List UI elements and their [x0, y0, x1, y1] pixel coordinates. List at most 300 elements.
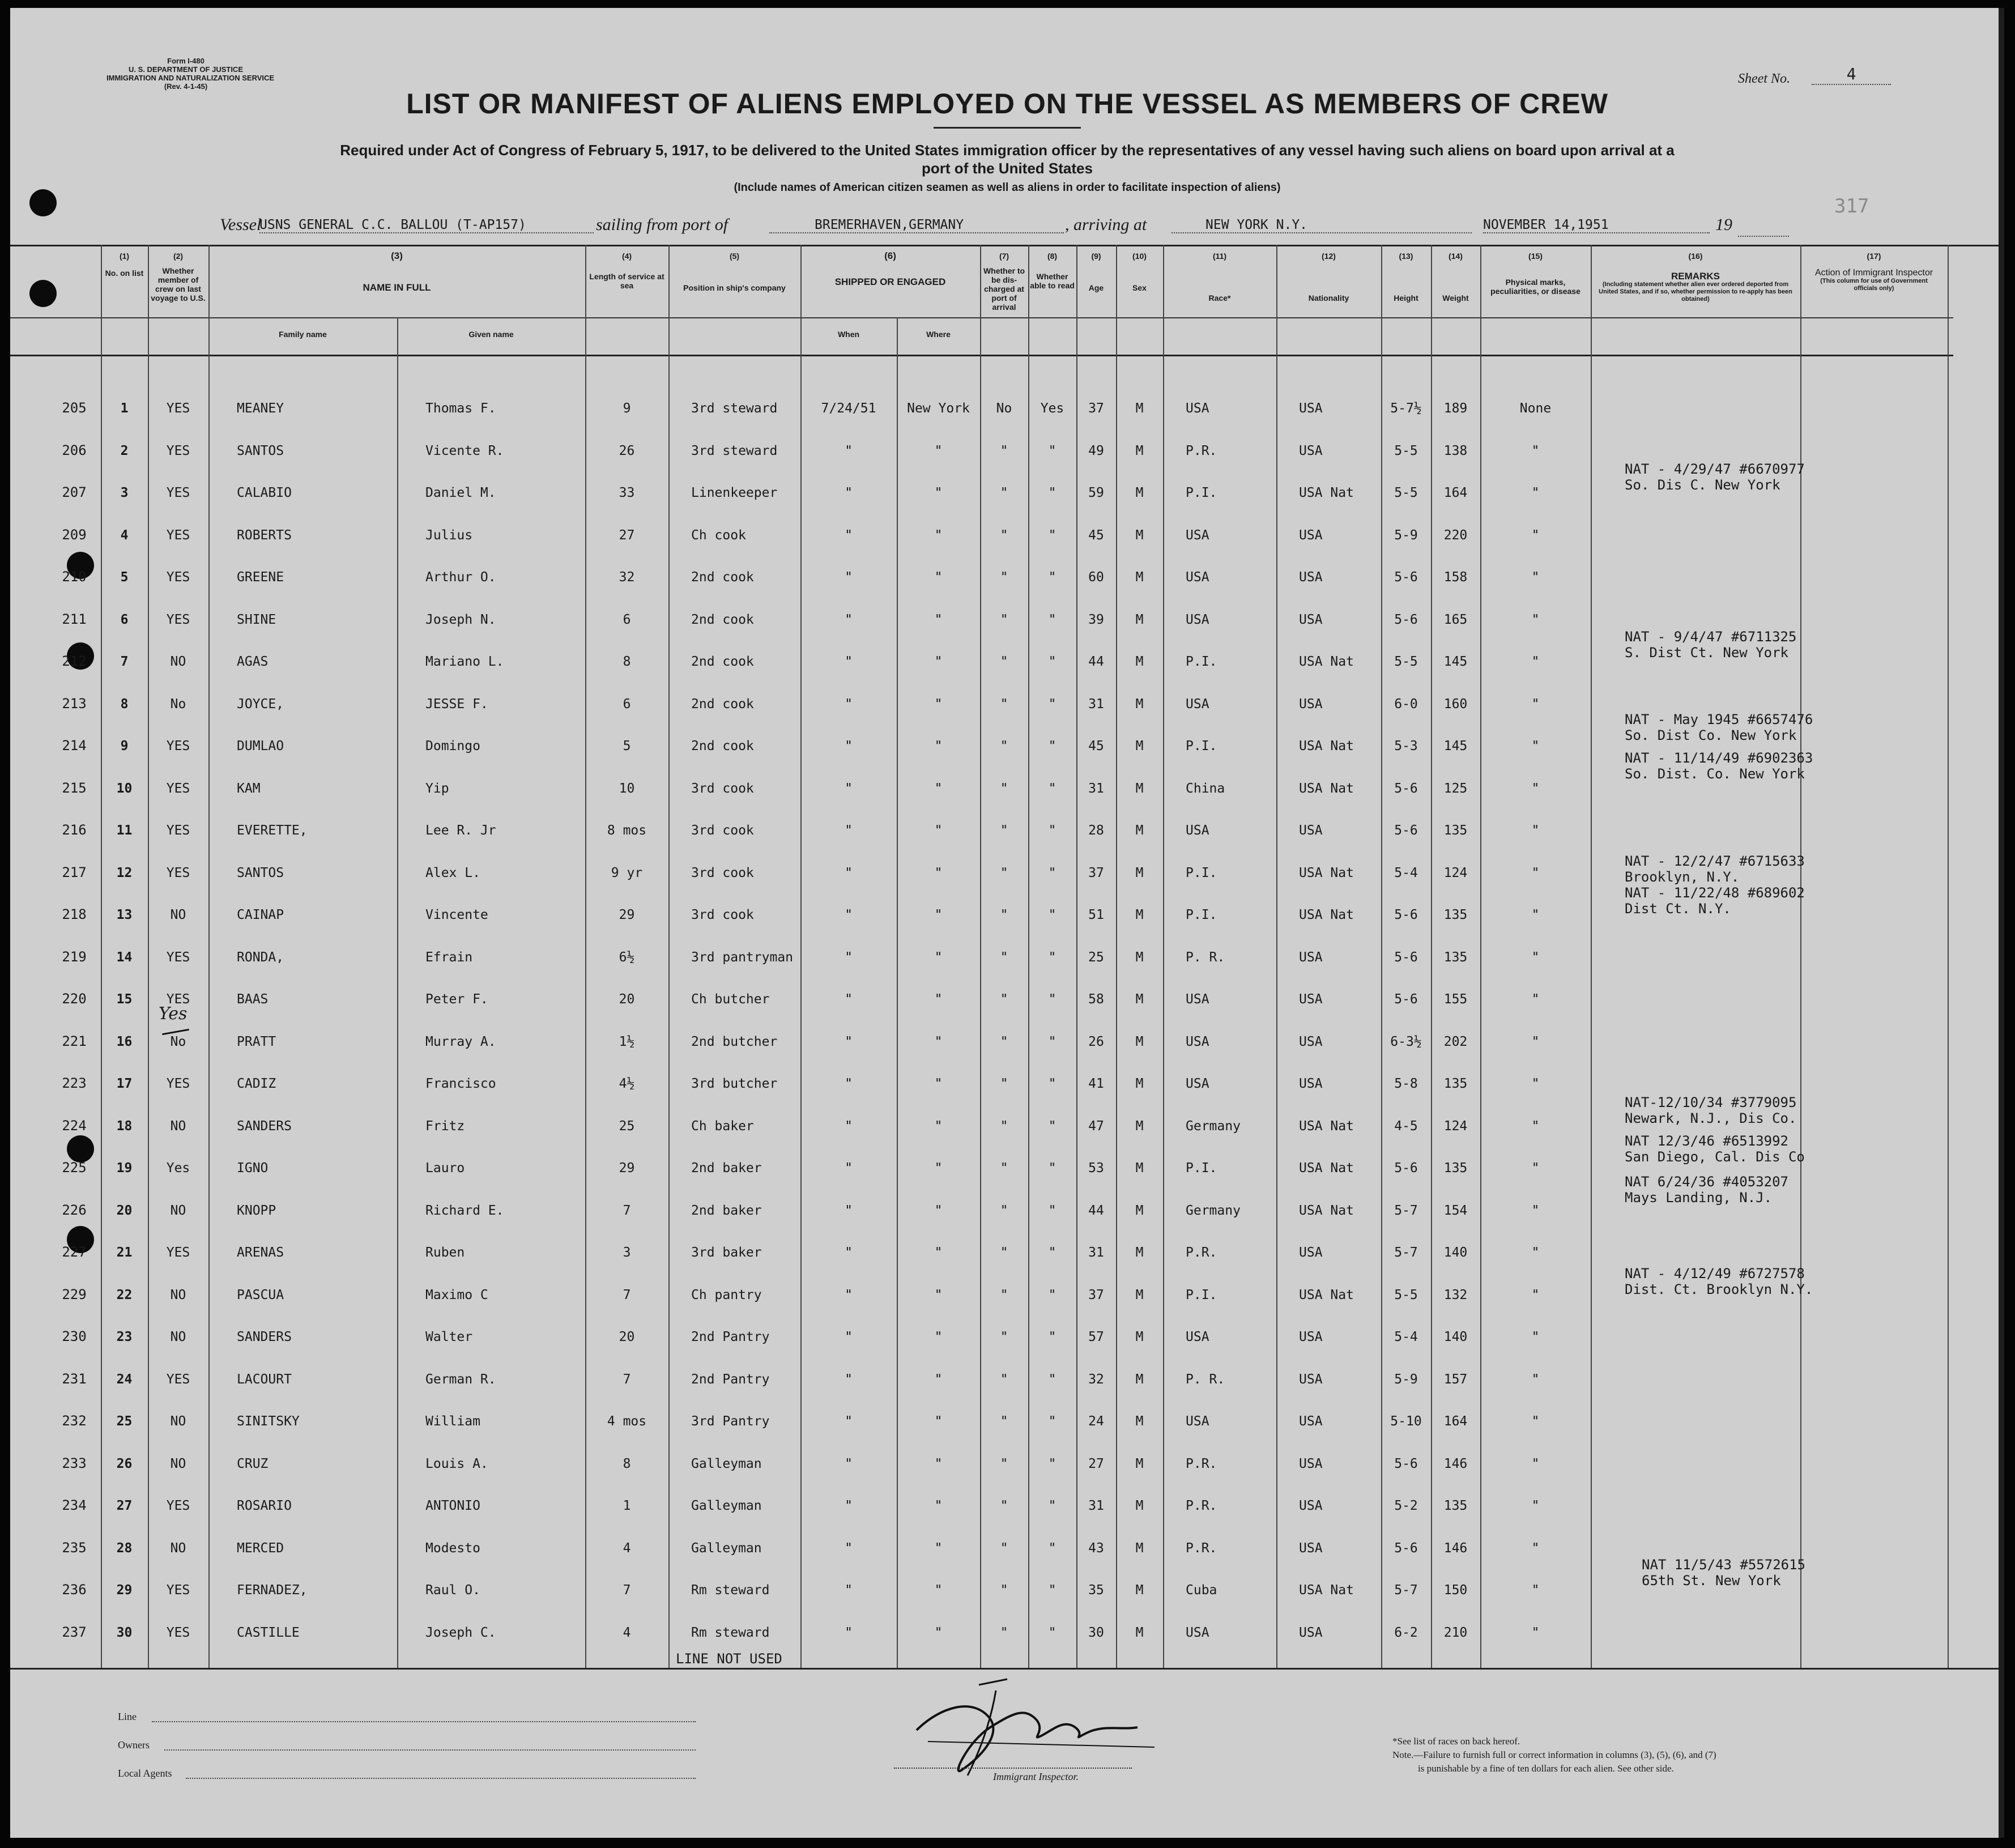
discharge-cell: ": [1000, 1498, 1008, 1514]
given-name-cell: Lauro: [425, 1161, 465, 1176]
position-cell: 2nd cook: [691, 696, 754, 712]
nationality-cell: USA Nat: [1299, 654, 1354, 670]
nationality-cell: USA Nat: [1299, 486, 1354, 501]
col-number-11: (11): [1212, 252, 1227, 261]
sex-cell: M: [1135, 1625, 1144, 1640]
nationality-cell: USA Nat: [1299, 1118, 1354, 1134]
age-cell: 44: [1088, 654, 1104, 670]
able-to-read-cell: ": [1048, 654, 1057, 670]
col-header-height: [1381, 252, 1431, 303]
list-number-cell: 30: [116, 1625, 133, 1640]
crew-last-voyage-cell: NO: [170, 1287, 186, 1302]
sex-cell: M: [1135, 1498, 1144, 1514]
shipped-when-cell: ": [845, 654, 853, 670]
family-name-cell: ARENAS: [237, 1245, 284, 1261]
given-name-cell: Richard E.: [425, 1203, 504, 1218]
list-number-cell: 22: [116, 1287, 133, 1302]
height-cell: 5-6: [1394, 1456, 1418, 1471]
position-cell: 2nd Pantry: [691, 1330, 770, 1345]
given-name-cell: Fritz: [425, 1118, 465, 1134]
family-name-cell: GREENE: [237, 570, 284, 585]
shipped-when-cell: ": [845, 443, 853, 458]
physical-marks-cell: ": [1531, 486, 1540, 501]
position-cell: Ch butcher: [691, 992, 770, 1007]
family-name-cell: KAM: [237, 781, 261, 796]
given-name-cell: Vicente R.: [425, 443, 504, 458]
nationality-cell: USA Nat: [1299, 781, 1354, 796]
nationality-cell: USA Nat: [1299, 865, 1354, 880]
physical-marks-cell: ": [1531, 654, 1540, 670]
crew-last-voyage-cell: YES: [166, 1076, 190, 1092]
crew-last-voyage-cell: YES: [166, 486, 190, 501]
physical-marks-cell: ": [1531, 992, 1540, 1007]
list-number-cell: 18: [116, 1118, 133, 1134]
able-to-read-cell: ": [1048, 1456, 1057, 1471]
height-cell: 5-6: [1394, 823, 1418, 838]
physical-marks-cell: ": [1531, 1625, 1540, 1640]
race-cell: USA: [1186, 527, 1209, 543]
able-to-read-cell: ": [1048, 570, 1057, 585]
inspector-signature-line: [894, 1768, 1132, 1769]
race-cell: USA: [1186, 696, 1209, 712]
crew-last-voyage-cell: YES: [166, 527, 190, 543]
given-name-cell: Peter F.: [425, 992, 488, 1007]
physical-marks-cell: ": [1531, 908, 1540, 923]
crew-last-voyage-cell: YES: [166, 612, 190, 627]
race-cell: P.R.: [1186, 443, 1217, 458]
nationality-cell: USA: [1299, 696, 1323, 712]
height-cell: 5-5: [1394, 443, 1418, 458]
weight-cell: 202: [1443, 1034, 1468, 1049]
row-reference-number: 236: [62, 1582, 87, 1598]
nationality-cell: USA: [1299, 992, 1323, 1007]
nationality-cell: USA: [1299, 949, 1323, 965]
sex-cell: M: [1135, 486, 1144, 501]
crew-last-voyage-cell: NO: [170, 1456, 186, 1471]
shipped-when-cell: 7/24/51: [821, 401, 876, 416]
nationality-cell: USA Nat: [1299, 1583, 1354, 1598]
discharge-cell: ": [1000, 1330, 1008, 1345]
col-header-age: [1076, 252, 1116, 292]
family-name-cell: SANDERS: [237, 1330, 292, 1345]
col-number-12: (12): [1322, 252, 1336, 261]
position-cell: Ch cook: [691, 527, 746, 543]
given-name-cell: Ruben: [425, 1245, 465, 1261]
physical-marks-cell: ": [1531, 1498, 1540, 1514]
physical-marks-cell: ": [1531, 1203, 1540, 1218]
position-cell: Galleyman: [691, 1540, 762, 1556]
able-to-read-cell: ": [1048, 1034, 1057, 1049]
physical-marks-cell: ": [1531, 443, 1540, 458]
list-number-cell: 19: [116, 1161, 133, 1176]
shipped-where-cell: ": [934, 1034, 943, 1049]
height-cell: 5-6: [1394, 908, 1418, 923]
service-length-cell: 5: [623, 739, 631, 754]
family-name-cell: JOYCE,: [237, 696, 284, 712]
service-length-cell: 32: [619, 570, 635, 585]
nationality-cell: USA: [1299, 1076, 1323, 1092]
shipped-subheader-line: [800, 317, 990, 318]
height-cell: 5-6: [1394, 570, 1418, 585]
service-length-cell: 10: [619, 781, 635, 796]
col-number-7: (7): [999, 252, 1009, 261]
weight-cell: 155: [1443, 992, 1468, 1007]
weight-cell: 135: [1443, 823, 1468, 838]
age-cell: 49: [1088, 443, 1104, 458]
column-rule: [1948, 245, 1949, 1668]
race-cell: China: [1186, 781, 1225, 796]
weight-cell: 145: [1443, 654, 1468, 670]
row-reference-number: 219: [62, 948, 87, 965]
family-name-cell: SANTOS: [237, 443, 284, 458]
family-name-cell: PASCUA: [237, 1287, 284, 1302]
subtitle-line-2: port of the United States: [922, 160, 1093, 177]
position-cell: 3rd steward: [691, 401, 778, 416]
table-row: [101, 599, 1591, 641]
family-name-cell: MERCED: [237, 1540, 284, 1556]
table-row: [101, 1316, 1591, 1359]
row-reference-number: 226: [62, 1202, 87, 1218]
nationality-cell: USA: [1299, 570, 1323, 585]
table-row: [101, 1400, 1591, 1443]
shipped-where-cell: ": [934, 908, 943, 923]
sailing-port-field: BREMERHAVEN,GERMANY: [769, 218, 1064, 233]
table-row: [101, 1105, 1591, 1148]
age-cell: 41: [1088, 1076, 1104, 1092]
sex-cell: M: [1135, 1372, 1144, 1387]
shipped-when-cell: ": [845, 1583, 853, 1598]
column-rule: [1591, 245, 1592, 1668]
table-row: [101, 1232, 1591, 1274]
shipped-when-cell: ": [845, 865, 853, 880]
height-cell: 5-8: [1394, 1076, 1418, 1092]
service-length-cell: 7: [623, 1287, 631, 1302]
shipped-where-cell: ": [934, 654, 943, 670]
sex-cell: M: [1135, 1583, 1144, 1598]
penalty-note-2: is punishable by a fine of ten dollars for each alien. See other side.: [1418, 1763, 1674, 1774]
discharge-cell: ": [1000, 570, 1008, 585]
discharge-cell: ": [1000, 696, 1008, 712]
service-length-cell: 9 yr: [611, 865, 643, 880]
sex-cell: M: [1135, 1414, 1144, 1429]
remark-row-3: NAT - 4/29/47 #6670977 So. Dis C. New York: [1625, 461, 1805, 493]
position-cell: 3rd cook: [691, 823, 754, 838]
height-cell: 5-6: [1394, 1540, 1418, 1556]
shipped-where-cell: ": [934, 486, 943, 501]
able-to-read-cell: ": [1048, 1118, 1057, 1134]
discharge-cell: ": [1000, 1540, 1008, 1556]
row-reference-number: 220: [62, 991, 87, 1007]
weight-cell: 135: [1443, 908, 1468, 923]
shipped-when-cell: ": [845, 1498, 853, 1514]
discharge-cell: ": [1000, 443, 1008, 458]
inspector-signature: [894, 1674, 1166, 1781]
shipped-where-cell: ": [934, 865, 943, 880]
sex-cell: M: [1135, 527, 1144, 543]
col-header-action: [1800, 252, 1948, 292]
family-name-cell: BAAS: [237, 992, 269, 1007]
col-title-3: NAME IN FULL: [363, 282, 431, 293]
given-name-cell: Daniel M.: [425, 486, 496, 501]
service-length-cell: 29: [619, 1161, 635, 1176]
race-cell: P.R.: [1186, 1456, 1217, 1471]
service-length-cell: 6: [623, 612, 631, 627]
col-number-15: (15): [1528, 252, 1543, 261]
given-name-cell: William: [425, 1414, 480, 1429]
given-name-cell: ANTONIO: [425, 1498, 480, 1514]
subtitle-line-1: Required under Act of Congress of February 5, 1917, to be delivered to the United States immigration officer by the representatives of any vessel having such aliens on board upon arrival at a: [340, 142, 1675, 159]
able-to-read-cell: ": [1048, 865, 1057, 880]
local-agents-field: [186, 1764, 696, 1779]
row-reference-number: 206: [62, 442, 87, 458]
crew-last-voyage-cell: NO: [170, 1540, 186, 1556]
service-length-cell: 8: [623, 654, 631, 670]
position-cell: 2nd cook: [691, 570, 754, 585]
able-to-read-cell: ": [1048, 1330, 1057, 1345]
crew-last-voyage-cell: YES: [166, 401, 190, 416]
list-number-cell: 26: [116, 1456, 133, 1471]
family-name-cell: SHINE: [237, 612, 276, 627]
physical-marks-cell: ": [1531, 1583, 1540, 1598]
age-cell: 37: [1088, 1287, 1104, 1302]
given-name-cell: Francisco: [425, 1076, 496, 1092]
crew-last-voyage-cell: YES: [166, 1625, 190, 1640]
col-title-4: Length of service at sea: [589, 272, 664, 290]
row-reference-number: 231: [62, 1370, 87, 1387]
row-reference-number: 223: [62, 1075, 87, 1091]
shipped-where-cell: ": [934, 992, 943, 1007]
race-cell: Germany: [1186, 1118, 1241, 1134]
crew-last-voyage-cell: NO: [170, 654, 186, 670]
weight-cell: 138: [1443, 443, 1468, 458]
position-cell: 2nd cook: [691, 654, 754, 670]
height-cell: 5-5: [1394, 1287, 1418, 1302]
list-number-cell: 16: [116, 1034, 133, 1049]
sailing-label: sailing from port of: [596, 215, 729, 234]
shipped-where-cell: ": [934, 1456, 943, 1471]
given-name-cell: German R.: [425, 1372, 496, 1387]
service-length-cell: 20: [619, 1330, 635, 1345]
given-name-cell: Yip: [425, 781, 449, 796]
age-cell: 37: [1088, 401, 1104, 416]
able-to-read-cell: ": [1048, 612, 1057, 627]
remark-row-19: NAT 12/3/46 #6513992 San Diego, Cal. Dis Co: [1625, 1133, 1805, 1165]
race-cell: P.I.: [1186, 908, 1217, 923]
crew-last-voyage-cell: YES: [166, 823, 190, 838]
service-name: IMMIGRATION AND NATURALIZATION SERVICE: [106, 74, 275, 82]
height-cell: 5-2: [1394, 1498, 1418, 1514]
height-cell: 5-3: [1394, 739, 1418, 754]
shipped-when-cell: ": [845, 1161, 853, 1176]
col-number-13: (13): [1399, 252, 1413, 261]
col-number-2: (2): [173, 252, 184, 261]
row-reference-number: 224: [62, 1117, 87, 1134]
list-number-cell: 2: [120, 443, 129, 458]
discharge-cell: ": [1000, 908, 1008, 923]
row-reference-number: 215: [62, 780, 87, 796]
shipped-where-cell: ": [934, 696, 943, 712]
age-cell: 45: [1088, 739, 1104, 754]
arrival-date-field: NOVEMBER 14,1951: [1483, 218, 1710, 233]
position-cell: Galleyman: [691, 1456, 762, 1471]
position-cell: 2nd butcher: [691, 1034, 778, 1049]
race-cell: P.I.: [1186, 739, 1217, 754]
sex-cell: M: [1135, 781, 1144, 796]
physical-marks-cell: ": [1531, 1330, 1540, 1345]
table-row: [101, 1147, 1591, 1190]
race-cell: USA: [1186, 401, 1209, 416]
family-name-cell: CALABIO: [237, 486, 292, 501]
age-cell: 24: [1088, 1414, 1104, 1429]
race-cell: P.I.: [1186, 865, 1217, 880]
family-name-cell: IGNO: [237, 1161, 269, 1176]
shipped-when-cell: ": [845, 992, 853, 1007]
list-number-cell: 14: [116, 949, 133, 965]
col-header-sex: [1116, 252, 1163, 292]
shipped-when-cell: ": [845, 1540, 853, 1556]
physical-marks-cell: ": [1531, 781, 1540, 796]
service-length-cell: 6½: [619, 949, 635, 965]
discharge-cell: No: [996, 401, 1012, 416]
table-row: [101, 430, 1591, 472]
service-length-cell: 29: [619, 908, 635, 923]
service-length-cell: 1: [623, 1498, 631, 1514]
discharge-cell: ": [1000, 865, 1008, 880]
arriving-label: , arriving at: [1065, 215, 1147, 234]
age-cell: 31: [1088, 1498, 1104, 1514]
weight-cell: 165: [1443, 612, 1468, 627]
vessel-label: Vessel: [220, 215, 262, 234]
table-row: [101, 1021, 1591, 1063]
table-row: [101, 1190, 1591, 1232]
list-number-cell: 15: [116, 992, 133, 1007]
remark-row-20: NAT 6/24/36 #4053207 Mays Landing, N.J.: [1625, 1174, 1788, 1206]
weight-cell: 164: [1443, 486, 1468, 501]
nationality-cell: USA: [1299, 443, 1323, 458]
punch-hole: [67, 1135, 94, 1163]
age-cell: 44: [1088, 1203, 1104, 1218]
list-number-cell: 20: [116, 1203, 133, 1218]
races-note: *See list of races on back hereof.: [1392, 1736, 1520, 1747]
shipped-where-cell: ": [934, 1540, 943, 1556]
col-number-14: (14): [1449, 252, 1463, 261]
service-length-cell: 8: [623, 1456, 631, 1471]
age-cell: 43: [1088, 1540, 1104, 1556]
physical-marks-cell: None: [1519, 401, 1552, 416]
physical-marks-cell: ": [1531, 1540, 1540, 1556]
age-cell: 31: [1088, 781, 1104, 796]
height-cell: 5-5: [1394, 486, 1418, 501]
given-name-cell: Maximo C: [425, 1287, 488, 1302]
position-cell: 3rd cook: [691, 781, 754, 796]
sex-cell: M: [1135, 1330, 1144, 1345]
list-number-cell: 8: [120, 696, 129, 712]
able-to-read-cell: ": [1048, 443, 1057, 458]
table-row: [101, 1274, 1591, 1317]
weight-cell: 140: [1443, 1330, 1468, 1345]
col-title-13: Height: [1394, 293, 1418, 303]
col-title-16: REMARKS: [1671, 271, 1720, 282]
shipped-where-cell: ": [934, 1372, 943, 1387]
age-cell: 58: [1088, 992, 1104, 1007]
sex-cell: M: [1135, 992, 1144, 1007]
age-cell: 53: [1088, 1161, 1104, 1176]
discharge-cell: ": [1000, 1203, 1008, 1218]
crew-last-voyage-cell: YES: [166, 781, 190, 796]
age-cell: 25: [1088, 949, 1104, 965]
col-title-5: Position in ship's company: [683, 283, 786, 292]
remark-row-18: NAT-12/10/34 #3779095 Newark, N.J., Dis Co.: [1625, 1095, 1797, 1126]
service-length-cell: 1½: [619, 1034, 635, 1049]
family-name-cell: DUMLAO: [237, 739, 284, 754]
height-cell: 5-6: [1394, 781, 1418, 796]
position-cell: 2nd cook: [691, 612, 754, 627]
table-row: [101, 936, 1591, 979]
remark-row-13: NAT - 11/22/48 #689602 Dist Ct. N.Y.: [1625, 885, 1805, 917]
given-name-cell: Raul O.: [425, 1583, 480, 1598]
discharge-cell: ": [1000, 1583, 1008, 1598]
family-name-cell: ROBERTS: [237, 527, 292, 543]
page-title: LIST OR MANIFEST OF ALIENS EMPLOYED ON THE VESSEL AS MEMBERS OF CREW: [406, 88, 1608, 120]
crew-last-voyage-cell: YES: [166, 1372, 190, 1387]
row-reference-number: 207: [62, 484, 87, 500]
col-header-service: [585, 252, 668, 290]
row-reference-number: 205: [62, 400, 87, 416]
col-header-nationality: [1276, 252, 1381, 303]
race-cell: USA: [1186, 1076, 1209, 1092]
weight-cell: 158: [1443, 570, 1468, 585]
weight-cell: 140: [1443, 1245, 1468, 1261]
service-length-cell: 4: [623, 1540, 631, 1556]
nationality-cell: USA Nat: [1299, 739, 1354, 754]
revision-date: (Rev. 4-1-45): [164, 82, 208, 91]
crew-last-voyage-cell: YES: [166, 739, 190, 754]
race-cell: P.I.: [1186, 1287, 1217, 1302]
crew-last-voyage-cell: YES: [166, 992, 190, 1007]
list-number-cell: 23: [116, 1330, 133, 1345]
able-to-read-cell: ": [1048, 949, 1057, 965]
able-to-read-cell: Yes: [1040, 401, 1064, 416]
age-cell: 31: [1088, 1245, 1104, 1261]
list-number-cell: 25: [116, 1414, 133, 1429]
action-note: (This column for use of Government officials only): [1820, 278, 1928, 292]
height-cell: 5-6: [1394, 992, 1418, 1007]
position-cell: 2nd baker: [691, 1203, 762, 1218]
column-rule: [1800, 245, 1801, 1668]
table-row: [101, 1063, 1591, 1105]
shipped-when-cell: ": [845, 612, 853, 627]
list-number-cell: 1: [120, 401, 129, 416]
discharge-cell: ": [1000, 992, 1008, 1007]
physical-marks-cell: ": [1531, 1076, 1540, 1092]
service-length-cell: 7: [623, 1372, 631, 1387]
table-row: [101, 641, 1591, 683]
row-reference-number: 217: [62, 864, 87, 880]
row-reference-number: 229: [62, 1286, 87, 1302]
able-to-read-cell: ": [1048, 1414, 1057, 1429]
physical-marks-cell: ": [1531, 612, 1540, 627]
crew-last-voyage-cell: YES: [166, 1498, 190, 1514]
discharge-cell: ": [1000, 823, 1008, 838]
table-row: [101, 388, 1591, 430]
discharge-cell: ": [1000, 1456, 1008, 1471]
shipped-when-cell: ": [845, 1414, 853, 1429]
shipped-where-cell: ": [934, 612, 943, 627]
col-header-remarks: [1591, 252, 1800, 303]
crew-last-voyage-cell: NO: [170, 908, 186, 923]
family-name-cell: CADIZ: [237, 1076, 276, 1092]
arrival-port-field: NEW YORK N.Y.: [1171, 218, 1472, 233]
